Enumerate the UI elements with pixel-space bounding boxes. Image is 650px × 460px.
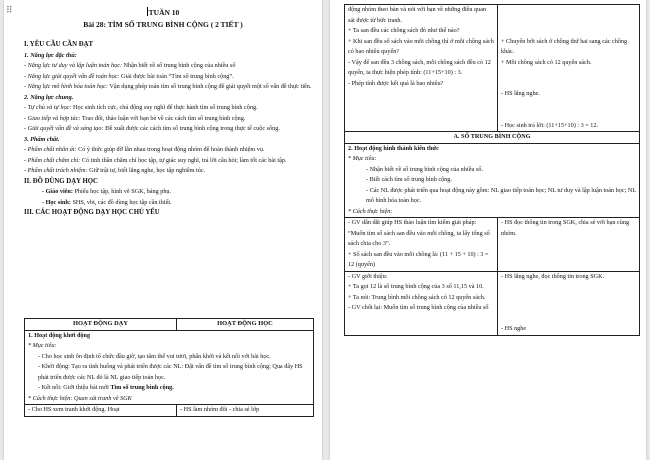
equip-line: - Học sinh: SHS, vbt, các đồ dùng học tập cần thiết. [42,198,172,206]
teacher-cell[interactable]: động nhóm theo bàn và nói với bạn về những điều quan sát được từ bức tranh. + Ta san đều các chồng sách đó như thế nào? + Khi san đều số sách vào mỗi chồng thì ở mỗi chồng sách có bao nhiêu quyển? - Vậy để san đều 3 chồng sách, mỗi chồng sách đều có 12 quyển, ta thực hiện phép tính: (11+15+10) : 3. - Phép tính được kết quả là bao nhiêu? [345,5,498,132]
equip-line: - Giáo viên: Phiếu học tập, hình vẽ SGK, bảng phụ. [42,188,172,195]
table-move-handle-icon[interactable]: ⠿ [6,6,13,16]
section-a-heading[interactable]: A. SỐ TRUNG BÌNH CỘNG [345,132,640,144]
cach-thuc-label: * Cách thực hiện: Quan sát tranh vẽ SGK [28,394,132,402]
activity-1-heading: 1. Hoạt động khởi động [28,331,91,339]
teacher-cell[interactable]: - GV giới thiệu: + Ta gọi 12 là số trung bình cộng của 3 số 11,15 và 10. + Ta nói: Trung bình mỗi chồng sách có 12 quyển sách. - GV chốt lại: Muốn tìm số trung bình cộng của nhiều số [345,271,498,335]
student-cell[interactable]: - HS làm nhóm đôi - chia sẻ lớp [177,405,314,417]
col-teacher-header: HOẠT ĐỘNG DẠY [25,319,177,331]
cach-thuc-label: * Cách thực hiện: [348,207,393,215]
activity-2-heading: 2. Hoạt động hình thành kiến thức [348,144,439,152]
week-heading: TUẦN 10 [148,8,180,17]
sub3-line: - Phẩm chất trách nhiệm: Giữ trật tự, biết lắng nghe, học tập nghiêm túc. [24,167,206,174]
goal-line: - Nhận biết về số trung bình cộng của nhiều số. [366,165,484,173]
section3-heading: III. CÁC HOẠT ĐỘNG DẠY HỌC CHỦ YẾU [24,209,160,216]
text-cursor [147,7,148,16]
sub2-heading: 2. Năng lực chung. [24,93,74,101]
sub2-line: - Giải quyết vấn đề và sáng tạo: Đề xuất được các cách tìm số trung bình cộng trong thực tế cuộc sống. [24,125,280,132]
section2-heading: II. ĐỒ DÙNG DẠY HỌC [24,177,98,185]
sub3-line: - Phẩm chất chăm chỉ: Có tinh thần chăm chỉ học tập, tự giác suy nghĩ, trả lời câu hỏi; làm tốt các bài tập. [24,156,287,164]
teacher-cell[interactable]: - Cho HS xem tranh khởi động. Hoạt [25,405,177,417]
objectives-block [24,40,314,219]
teacher-cell[interactable]: - GV dẫn dắt giúp HS thảo luận tìm kiếm giải pháp: “Muốn tìm số sách san đều vào mỗi chồng, ta lấy tổng số sách chia cho 3”. + Số sách san đều vào mỗi chồng là: (11 + 15 + 10) : 3 = 12 (quyển) [345,218,498,272]
sub3-line: - Phẩm chất nhân ái: Có ý thức giúp đỡ lẫn nhau trong hoạt động nhóm để hoàn thành nhiệm vụ. [24,146,265,153]
activity-table-right [344,4,640,336]
sub3-heading: 3. Phẩm chất. [24,135,60,143]
sub1-line: - Năng lực tư duy và lập luận toán học: Nhận biết về số trung bình cộng của nhiều số [24,62,236,69]
section1-heading: I. YÊU CẦU CẦN ĐẠT [24,41,94,48]
activity-table-left [24,318,314,417]
ket-noi-line: - Kết nối: Giới thiệu bài mới Tìm số trung bình cộng. [38,384,174,391]
goal-line: - Cho học sinh ôn định tổ chức đầu giờ, tạo tâm thế vui tươi, phấn khởi và kết nối với bài học. [38,352,271,360]
sub1-heading: 1. Năng lực đặc thù: [24,51,77,59]
document-page-left [4,0,322,460]
lesson-title: Bài 28: TÌM SỐ TRUNG BÌNH CỘNG ( 2 TIẾT ) [83,20,243,29]
student-cell[interactable]: + Chuyển bớt sách ở chồng thứ hai sang các chồng khác. + Mỗi chồng sách có 12 quyển sách. - HS lắng nghe. - Học sinh trả lời: (11+15+10) : 3 = 12. [498,5,640,132]
muc-tieu-label: * Mục tiêu: [28,342,57,349]
document-page-right [330,0,646,460]
sub2-line: - Tự chủ và tự học: Học sinh tích cực, chủ động suy nghĩ để thực hành tìm số trung bình cộng. [24,104,258,111]
sub1-line: - Năng lực mô hình hóa toán học: Vận dụng phép toán tìm số trung bình cộng để giải quyết một số vấn đề thực tiễn. [24,83,312,90]
goal-line: - Biết cách tìm số trung bình cộng. [366,176,452,183]
student-cell[interactable]: - HS lắng nghe, đọc thông tin trong SGK. - HS nghe [498,271,640,335]
sub2-line: - Giao tiếp và hợp tác: Trao đổi, thảo luận với bạn bè về các cách tìm số trung bình cộng. [24,114,246,122]
muc-tieu-label: * Mục tiêu: [348,155,377,162]
goal-line: - Khởi động: Tạo ra tình huống và phát triển được các NL: Đặt vấn đề tìm số trung bình cộng; Qua đây HS phát triển được các NL đó là NL giao tiếp toán học. [38,363,303,381]
goal-line: - Các NL được phát triển qua hoạt động này gồm: NL giao tiếp toán học; NL tư duy và lập luận toán học; NL mô hình hóa toán học. [366,186,636,204]
activity-2-cell[interactable] [345,143,640,218]
sub1-line: - Năng lực giải quyết vấn đề toán học: Giải được bài toán “Tìm số trung bình cộng”. [24,72,234,80]
col-student-header: HOẠT ĐỘNG HỌC [177,319,314,331]
student-cell[interactable]: - HS đọc thông tin trong SGK, chia sẻ với bạn cùng nhóm. [498,218,640,272]
activity-1-cell[interactable] [25,330,314,405]
